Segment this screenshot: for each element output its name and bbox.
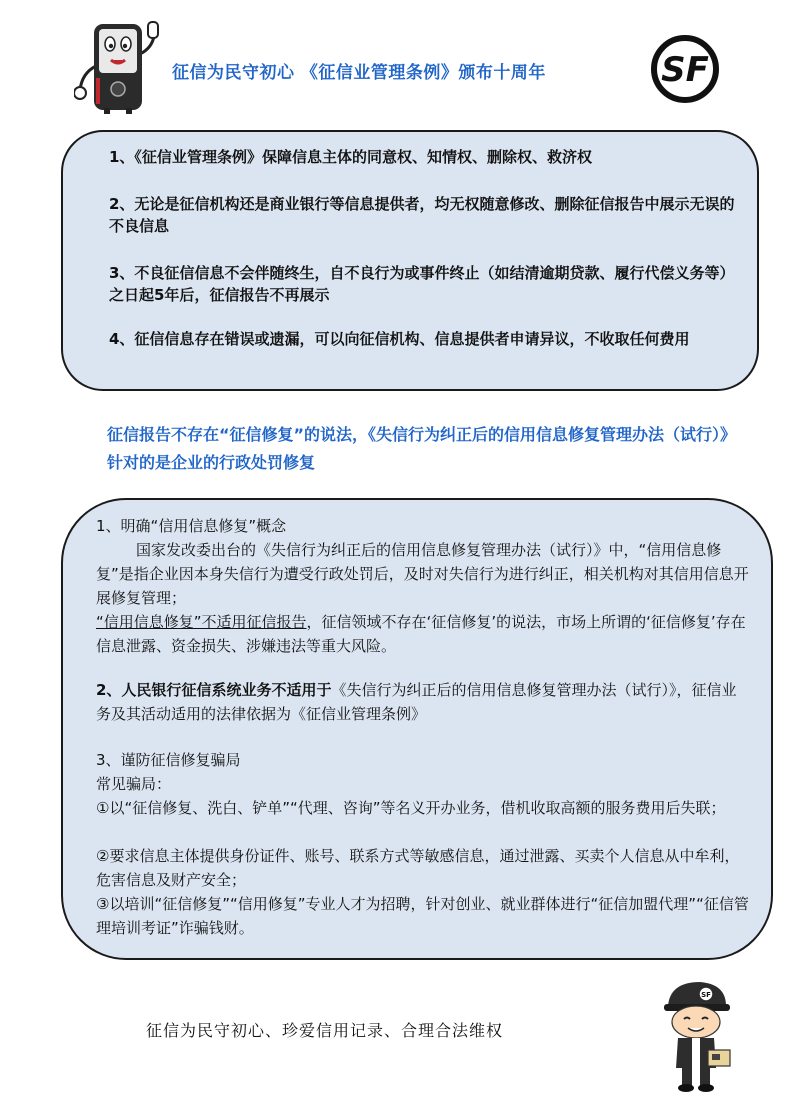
section-1-paragraph-1: 国家发改委出台的《失信行为纠正后的信用信息修复管理办法（试行）》中，“信用信息修复”是指企业因本身失信行为遭受行政处罚后，及时对失信行为进行纠正，相关机构对其信用信息开展修复管理；: [96, 541, 749, 607]
notice-headline: 征信报告不存在“征信修复”的说法，《失信行为纠正后的信用信息修复管理办法（试行）》针对的是企业的行政处罚修复: [107, 425, 737, 472]
scam-item-2: ②要求信息主体提供身份证件、账号、联系方式等敏感信息，通过泄露、买卖个人信息从中牟利，危害信息及财产安全；: [96, 847, 740, 889]
page-title: 征信为民守初心 《征信业管理条例》颁布十周年: [172, 63, 546, 83]
section-3-title: 3、谨防征信修复骗局: [96, 751, 241, 769]
rights-item-1: 1、《征信业管理条例》保障信息主体的同意权、知情权、删除权、救济权: [109, 148, 592, 166]
scam-item-3: ③以培训“征信修复”“信用修复”专业人才为招聘，针对创业、就业群体进行“征信加盟代理”“征信管理培训考证”诈骗钱财。: [96, 895, 749, 937]
rights-item-3: 3、不良征信信息不会伴随终生，自不良行为或事件终止（如结清逾期贷款、履行代偿义务等）之日起5年后，征信报告不再展示: [109, 264, 735, 304]
rights-summary-box: [61, 130, 759, 391]
courier-mascot-icon: [656, 978, 738, 1094]
phone-mascot-icon: [74, 18, 166, 116]
section-1-title: 1、明确“信用信息修复”概念: [96, 517, 287, 535]
section-1-paragraph-2: [96, 610, 751, 658]
rights-item-4: 4、征信信息存在错误或遗漏，可以向征信机构、信息提供者申请异议，不收取任何费用: [109, 330, 690, 348]
section-2-paragraph: [96, 678, 751, 726]
sf-logo-text: SF: [661, 50, 709, 90]
section-1-underlined-text: “信用信息修复”不适用征信报告: [96, 613, 307, 631]
section-2-title: 2、人民银行征信系统业务不适用于: [96, 681, 332, 699]
footer-slogan: 征信为民守初心、珍爱信用记录、合理合法维权: [146, 1021, 504, 1040]
rights-item-2: 2、无论是征信机构还是商业银行等信息提供者，均无权随意修改、删除征信报告中展示无误的不良信息: [109, 195, 735, 235]
section-3-intro: 常见骗局：: [96, 775, 172, 793]
credit-repair-details-box: [61, 498, 773, 960]
section-2-rest: 《失信行为纠正后的信用信息修复管理办法（试行）》，征信业务及其活动适用的法律依据为《征信业管理条例》: [96, 681, 737, 723]
svg-text:SF: SF: [701, 991, 711, 999]
scam-item-1: ①以“征信修复、洗白、铲单”“代理、咨询”等名义开办业务，借机收取高额的服务费用后失联；: [96, 799, 726, 817]
sf-logo-icon: [650, 34, 720, 104]
section-1-paragraph-2-rest: ，征信领域不存在‘征信修复’的说法，市场上所谓的‘征信修复’存在信息泄露、资金损失、涉嫌违法等重大风险。: [96, 613, 746, 655]
